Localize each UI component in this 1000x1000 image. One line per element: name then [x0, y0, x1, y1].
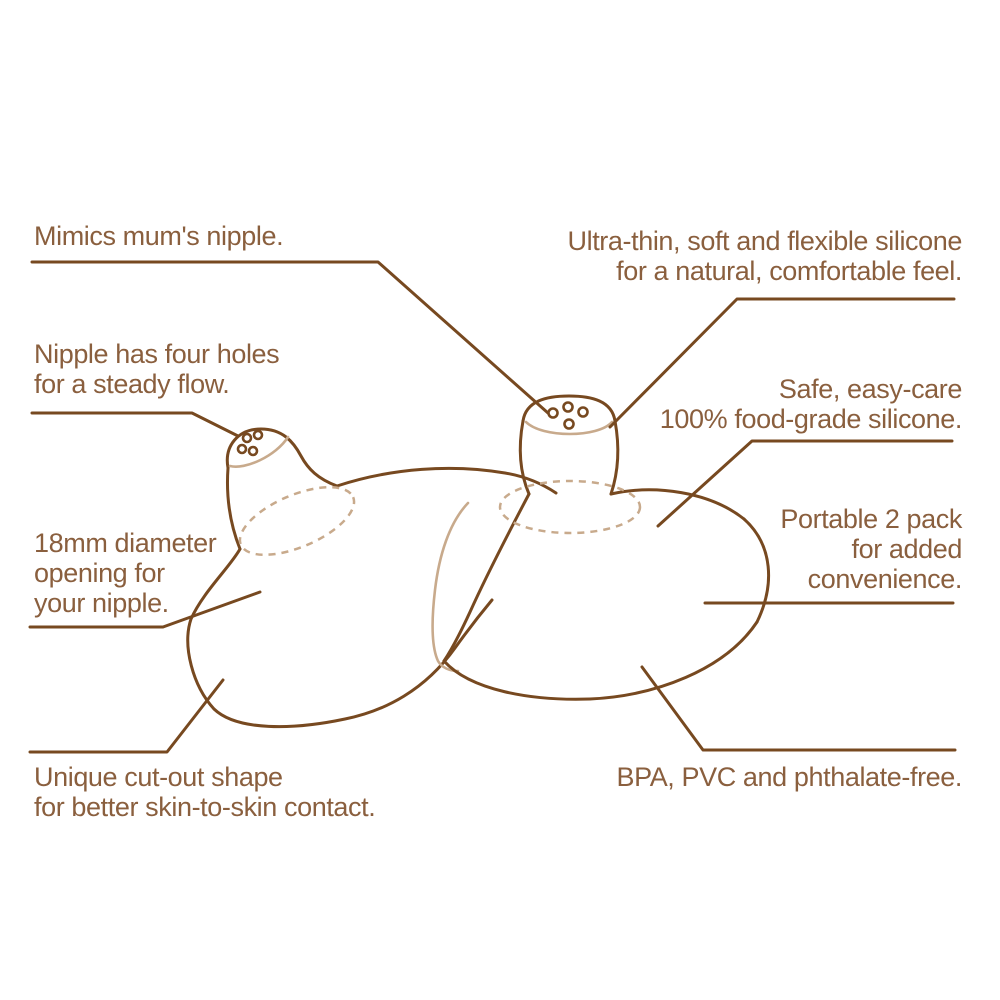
label-line: 100% food-grade silicone.: [659, 404, 962, 434]
label-line: BPA, PVC and phthalate-free.: [616, 762, 962, 792]
label-line: Portable 2 pack: [780, 504, 962, 534]
label-four-holes: [34, 339, 279, 399]
left-shield-body: [188, 549, 492, 727]
label-line: Ultra-thin, soft and flexible silicone: [567, 226, 962, 256]
right-nipple-holes: [549, 403, 588, 429]
leader-fourholes: [32, 413, 238, 436]
label-line: for a natural, comfortable feel.: [616, 256, 962, 286]
label-line: opening for: [34, 558, 165, 588]
label-18mm-diameter: [34, 528, 216, 618]
label-portable-pack: [780, 504, 962, 594]
leader-cutout: [30, 680, 223, 752]
right-nipple-left-side: [520, 421, 529, 494]
leader-bpa: [642, 667, 955, 750]
left-nipple-side: [228, 468, 241, 549]
label-line: for better skin-to-skin contact.: [34, 792, 376, 822]
right-shield-cutout-edge: [433, 503, 468, 671]
label-line: Nipple has four holes: [34, 339, 280, 369]
left-dashed-base: [231, 473, 364, 569]
right-nipple-dome: [523, 396, 615, 421]
label-line: 18mm diameter: [34, 528, 217, 558]
label-mimics-nipple: [34, 221, 283, 251]
label-safe-silicone: [660, 374, 962, 434]
right-shield-bottom-edge: [444, 622, 757, 699]
label-ultra-thin: [568, 226, 963, 286]
right-nipple-shield: [444, 396, 769, 699]
label-line: Safe, easy-care: [778, 374, 962, 404]
label-line: Mimics mum's nipple.: [34, 221, 284, 251]
label-line: for added: [851, 534, 962, 564]
right-shield-right-edge: [744, 519, 769, 622]
label-line: for a steady flow.: [34, 369, 230, 399]
label-bpa-free: [616, 762, 962, 792]
label-line: convenience.: [807, 564, 962, 594]
label-line: Unique cut-out shape: [34, 762, 283, 792]
right-nipple-right-side: [611, 421, 618, 494]
left-nipple-shield: [188, 429, 556, 727]
label-line: your nipple.: [34, 588, 169, 618]
label-cutout-shape: [34, 762, 375, 822]
